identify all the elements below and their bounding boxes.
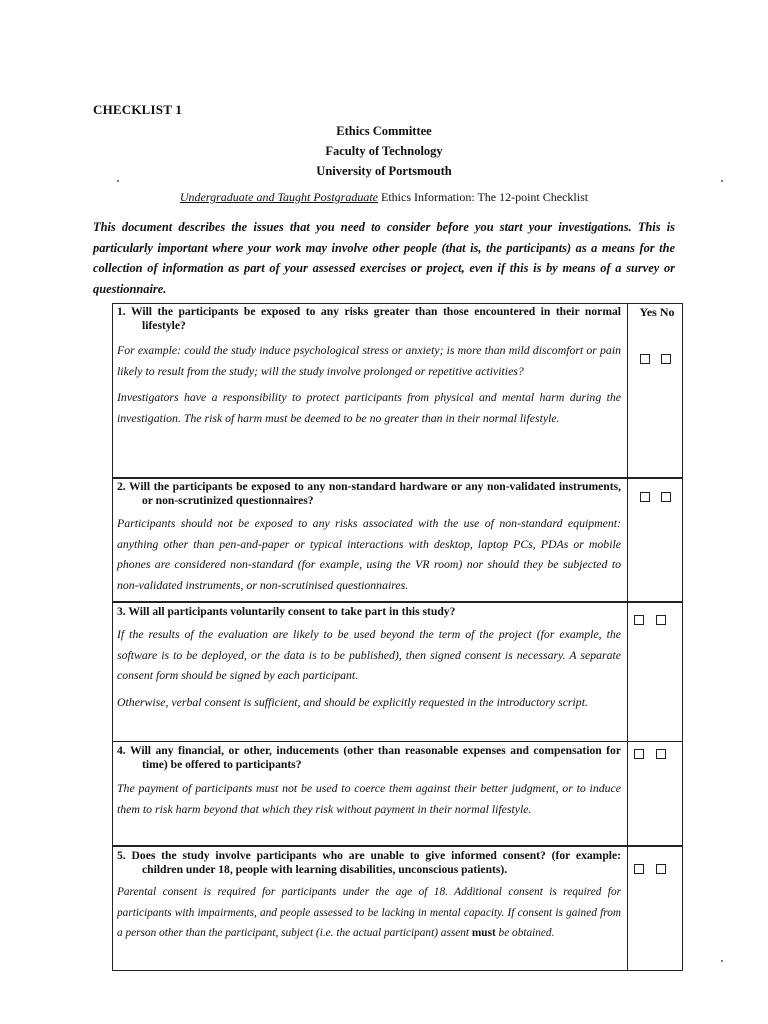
question-1-yes-checkbox[interactable] <box>640 354 650 364</box>
question-4-no-checkbox[interactable] <box>656 749 666 759</box>
column-divider <box>627 303 628 971</box>
margin-mark <box>117 180 119 182</box>
question-3-paragraph: Otherwise, verbal consent is sufficient, and should be explicitly requested in the introductory script. <box>117 694 588 709</box>
row-divider <box>112 845 683 847</box>
margin-mark <box>721 960 723 962</box>
question-2-cell <box>117 480 621 595</box>
intro-paragraph: This document describes the issues that you need to consider before you start your investigations. This is particularly important where your work may involve other people (that is, the participants) as a means for the collection of information as part of your assessed exercises or project, even if this is by means of a survey or questionnaire. <box>93 220 675 296</box>
subtitle-underlined: Undergraduate and Taught Postgraduate <box>179 190 379 204</box>
question-1-paragraph: For example: could the study induce psychological stress or anxiety; is more than mild discomfort or pain likely to result from the study; will the study involve prolonged or repetitive activities? <box>117 343 621 378</box>
question-2-yes-checkbox[interactable] <box>640 492 650 502</box>
subtitle-rest: Ethics Information: The 12-point Checklist <box>378 190 589 204</box>
question-1-text: 1. Will the participants be exposed to any risks greater than those encountered in their normal lifestyle? <box>117 305 621 332</box>
row-divider <box>112 741 683 742</box>
question-3-yes-checkbox[interactable] <box>634 615 644 625</box>
row-divider <box>112 601 683 603</box>
question-2-text: 2. Will the participants be exposed to any non-standard hardware or any non-validated instruments, or non-scrutinized questionnaires? <box>117 480 621 507</box>
question-2-no-checkbox[interactable] <box>661 492 671 502</box>
question-3-paragraph: If the results of the evaluation are likely to be used beyond the term of the project (for example, the software is to be deployed, or the data is to be published), then signed consent is necessary. A separate consent form should be signed by each participant. <box>117 627 621 682</box>
faculty-heading: Faculty of Technology <box>325 144 443 158</box>
question-5-yes-checkbox[interactable] <box>634 864 644 874</box>
question-1-no-checkbox[interactable] <box>661 354 671 364</box>
question-1-paragraph: Investigators have a responsibility to protect participants from physical and mental harm during the investigation. The risk of harm must be deemed to be no greater than in their normal lifestyle. <box>117 390 621 425</box>
question-1-cell <box>117 305 621 428</box>
question-5-no-checkbox[interactable] <box>656 864 666 874</box>
yes-no-header: Yes No <box>639 305 675 319</box>
row-divider <box>112 477 683 479</box>
question-4-text: 4. Will any financial, or other, inducements (other than reasonable expenses and compensation for time) be offered to participants? <box>117 744 621 771</box>
question-2-paragraph: Participants should not be exposed to any risks associated with the use of non-standard equipment: anything other than pen-and-paper or typical interactions with desktop, laptop PCs, PDAs or mobile phones are considered non-standard (for example, using the VR room) nor should they be subjected to non-validated instruments, or non-scrutinised questionnaires. <box>117 516 621 592</box>
question-3-no-checkbox[interactable] <box>656 615 666 625</box>
question-5-cell <box>117 849 621 944</box>
question-5-paragraph-part: Parental consent is required for participants under the age of 18. Additional consent is required for participants with impairments, and people assessed to be lacking in mental capacity. If consent is gained from a person other than the participant, subject (i.e. the actual participant) assent <box>117 886 621 939</box>
question-4-paragraph: The payment of participants must not be used to coerce them against their better judgment, or to induce them to risk harm beyond that which they risk without payment in their normal lifestyle. <box>117 781 621 816</box>
question-5-text: 5. Does the study involve participants who are unable to give informed consent? (for example: children under 18, people with learning disabilities, unconscious patients). <box>117 849 621 876</box>
question-5-paragraph-part: be obtained. <box>495 927 555 939</box>
question-5-emphasis: must <box>471 927 496 939</box>
margin-mark <box>721 180 723 182</box>
university-heading: University of Portsmouth <box>316 164 452 178</box>
committee-heading: Ethics Committee <box>336 124 432 138</box>
checklist-subtitle <box>0 190 768 205</box>
question-3-cell <box>117 605 621 712</box>
question-5-paragraph <box>117 882 621 944</box>
question-4-yes-checkbox[interactable] <box>634 749 644 759</box>
question-3-text: 3. Will all participants voluntarily consent to take part in this study? <box>117 605 456 618</box>
question-4-cell <box>117 744 621 819</box>
checklist-label: CHECKLIST 1 <box>93 102 183 117</box>
